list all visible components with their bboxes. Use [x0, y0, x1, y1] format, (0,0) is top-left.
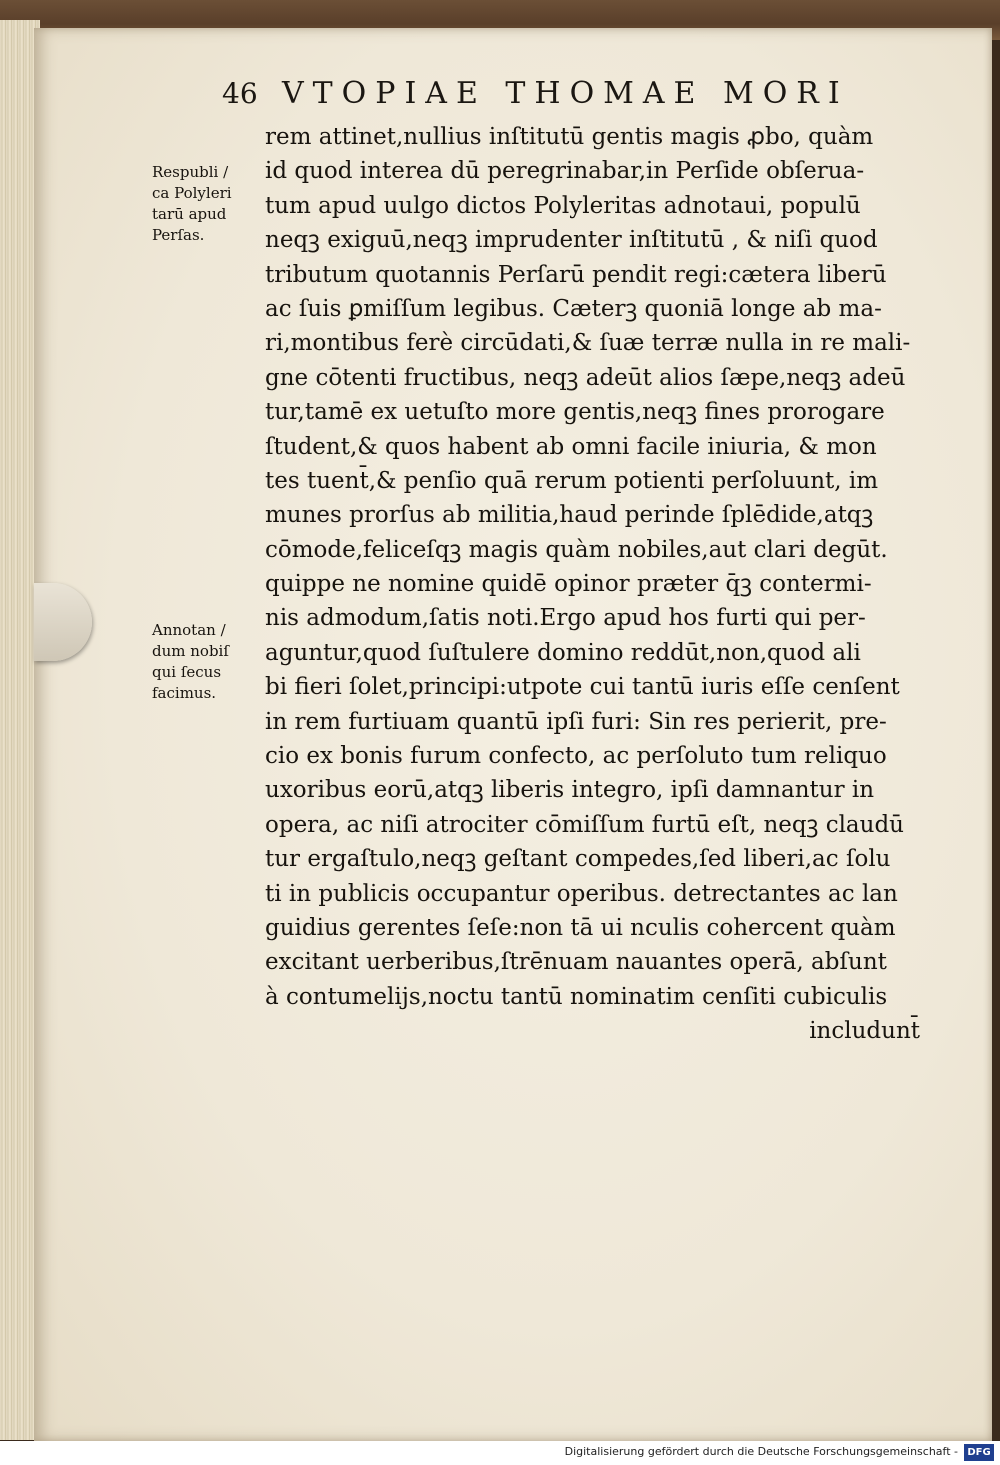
marginal-note-line: ca Polyleri [152, 184, 232, 202]
text-line: bi fieri ſolet,principi:utpote cui tantū iuris eſſe cenſent [265, 674, 900, 701]
dfg-logo: DFG [964, 1444, 994, 1461]
page-clip [34, 583, 92, 661]
marginal-note-line: Perſas. [152, 226, 205, 244]
text-line: ri,montibus ferè circūdati,& ſuæ terræ nulla in re mali- [265, 330, 911, 357]
footer-bar [0, 1441, 1000, 1465]
marginal-note-line: Annotan / [152, 621, 226, 639]
text-line: guidius gerentes ſeſe:non tā ui nculis cohercent quàm [265, 914, 896, 941]
text-line: ti in publicis occupantur operibus. detrectantes ac lan [265, 880, 898, 907]
text-line: aguntur,quod ſuſtulere domino reddūt,non,quod ali [265, 639, 861, 666]
marginal-note-line: tarū apud [152, 205, 227, 223]
text-line: neqꝫ exiguū,neqꝫ imprudenter inſtitutū , & niſi quod [265, 227, 878, 254]
text-line: gne cōtenti fructibus, neqꝫ adeūt alios ſæpe,neqꝫ adeū [265, 364, 906, 391]
running-title: VTOPIAE THOMAE MORI [282, 76, 849, 111]
text-line: nis admodum,ſatis noti.Ergo apud hos furti qui per- [265, 605, 866, 632]
page-number: 46 [222, 77, 258, 110]
text-line: tributum quotannis Perſarū pendit regi:cætera liberū [265, 261, 887, 288]
catchword: includunt̄ [809, 1018, 920, 1045]
text-line: quippe ne nomine quidē opinor præter q̄ꝫ contermi- [265, 571, 872, 598]
text-line: tum apud uulgo dictos Polyleritas adnotaui, populū [265, 192, 861, 219]
marginal-note-line: Respubli / [152, 163, 229, 181]
text-line: tes tuent̄,& penſio quā rerum potienti perſoluunt, im [265, 467, 879, 494]
marginal-note-line: facimus. [152, 684, 217, 702]
text-line: munes prorſus ab militia,haud perinde ſplēdide,atqꝫ [265, 502, 874, 529]
text-line: id quod interea dū peregrinabar,in Perſide obſerua- [265, 158, 865, 185]
text-line: cio ex bonis furum confecto, ac perſoluto tum reliquo [265, 743, 887, 770]
text-line: ſtudent,& quos habent ab omni facile iniuria, & mon [265, 433, 877, 460]
marginal-note-annotandum [152, 620, 270, 704]
marginal-note-line: qui ſecus [152, 663, 222, 681]
marginal-note-polyleritae [152, 162, 270, 246]
text-line: cōmode,feliceſqꝫ magis quàm nobiles,aut clari degūt. [265, 536, 888, 563]
text-line: excitant uerberibus,ſtrēnuam nauantes operā, abſunt [265, 949, 887, 976]
funding-credit: Digitalisierung gefördert durch die Deutsche Forschungsgemeinschaft - [564, 1445, 958, 1458]
text-line: tur ergaſtulo,neqꝫ geſtant compedes,ſed liberi,ac ſolu [265, 846, 891, 873]
text-line: rem attinet,nullius inſtitutū gentis magis ꝓbo, quàm [265, 124, 874, 150]
text-line: ac ſuis ꝑmiſſum legibus. Cæterꝫ quoniā longe ab ma- [265, 295, 882, 322]
text-line: à contumelijs,noctu tantū nominatim cenſiti cubiculis [265, 983, 888, 1010]
running-head [222, 76, 902, 116]
marginal-note-line: dum nobiſ [152, 642, 229, 660]
text-line: tur,tamē ex uetuſto more gentis,neqꝫ fines prorogare [265, 399, 885, 426]
text-line: opera, ac niſi atrociter cōmiſſum furtū eſt, neqꝫ claudū [265, 811, 904, 838]
text-line: in rem furtiuam quantū ipſi furi: Sin res perierit, pre- [265, 708, 887, 735]
body-text [265, 120, 920, 1049]
text-line: uxoribus eorū,atqꝫ liberis integro, ipſi damnantur in [265, 777, 875, 804]
